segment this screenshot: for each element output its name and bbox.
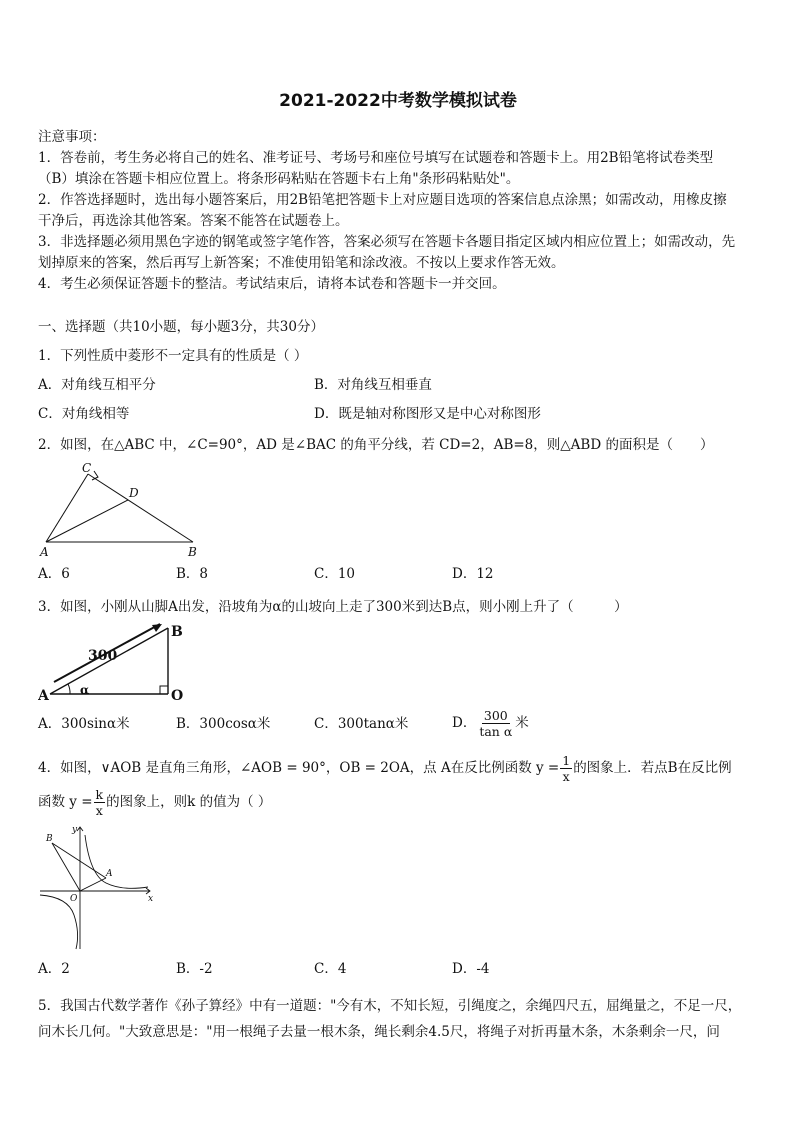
slope-figure [38, 622, 198, 702]
label-x: x [148, 894, 154, 904]
right-angle-mark [160, 686, 168, 694]
option-d [452, 708, 592, 739]
label-a: A [38, 688, 49, 702]
notes-block [38, 127, 758, 295]
label-o: O [171, 688, 184, 702]
options [38, 564, 758, 584]
segment-ad [46, 500, 128, 542]
stem-text: 函数 y = [38, 794, 93, 810]
fraction-denominator: x [562, 769, 570, 784]
notes-line: 干净后，再选涂其他答案。答案不能答在试题卷上。 [38, 213, 349, 229]
label-300: 300 [88, 648, 118, 664]
label-b: B [171, 624, 183, 640]
notes-line: 1．答卷前，考生务必将自己的姓名、准考证号、考场号和座位号填写在试题卷和答题卡上。用2B铅笔将试卷类型 [38, 150, 714, 166]
option-d: D．既是轴对称图形又是中心对称图形 [314, 406, 541, 422]
question-stem: 2．如图，在△ABC 中，∠C=90°，AD 是∠BAC 的角平分线，若 CD=2，AB=8，则△ABD 的面积是（ ） [38, 437, 714, 453]
fraction-numerator: 1 [562, 753, 571, 768]
segment-ob [52, 843, 80, 891]
label-a: A [106, 869, 113, 879]
question-stem: 1．下列性质中菱形不一定具有的性质是（ ） [38, 348, 308, 364]
stem-text: 的图象上，则k 的值为（ ） [106, 794, 272, 810]
label-alpha: α [80, 683, 90, 697]
question-2 [38, 434, 758, 584]
option-b: B．-2 [176, 961, 213, 977]
fraction-denominator: tan α [479, 724, 513, 739]
fraction [477, 708, 514, 739]
notes-line: 4．考生必须保证答题卡的整洁。考试结束后，请将本试卷和答题卡一并交回。 [38, 276, 506, 292]
notes-heading: 注意事项： [38, 129, 106, 145]
question-stem-line-1 [38, 751, 758, 785]
fraction [560, 753, 572, 784]
question-stem-line-2 [38, 785, 758, 819]
fraction-numerator: 300 [483, 708, 508, 723]
segment-ab [52, 843, 106, 878]
question-1 [38, 345, 758, 424]
angle-arc [68, 684, 70, 694]
notes-line: 划掉原来的答案，然后再写上新答案；不准使用铅笔和涂改液。不按以上要求作答无效。 [38, 255, 565, 271]
option-a: A．2 [38, 961, 70, 977]
option-b: B．对角线互相垂直 [314, 377, 432, 393]
label-a: A [40, 545, 49, 558]
options [38, 708, 758, 739]
notes-line: 2．作答选择题时，选出每小题答案后，用2B铅笔把答题卡上对应题目选项的答案信息点涂黑；如需改动，用橡皮擦 [38, 192, 727, 208]
question-stem-line: 问木长几何。"大致意思是："用一根绳子去量一根木条，绳长剩余4.5尺，将绳子对折再量木条，木条剩余一尺，问 [38, 1024, 720, 1040]
option-a: A．对角线互相平分 [38, 377, 156, 393]
segment-oa [80, 878, 106, 891]
label-b: B [46, 834, 53, 844]
hyperbola-figure [38, 823, 158, 953]
label-c: C [82, 461, 92, 475]
question-stem: 3．如图，小刚从山脚A出发，沿坡角为α的山坡向上走了300米到达B点，则小刚上升了（ ） [38, 599, 628, 615]
option-c: C．4 [314, 961, 347, 977]
option-d: D．-4 [452, 961, 490, 977]
question-5 [38, 993, 758, 1045]
option-b: B．300cosα米 [176, 715, 271, 732]
option-d-label: D． [452, 715, 477, 731]
label-d: D [129, 486, 139, 500]
option-c: C．300tanα米 [314, 715, 409, 732]
page-title: 2021-2022中考数学模拟试卷 [279, 91, 517, 111]
fraction-denominator: x [95, 803, 103, 818]
label-y: y [72, 825, 78, 835]
option-c: C．对角线相等 [38, 406, 130, 422]
option-d-unit: 米 [515, 715, 529, 731]
fraction-numerator: k [95, 787, 104, 802]
option-c: C．10 [314, 566, 356, 582]
notes-line: 3．非选择题必须用黑色字迹的钢笔或签字笔作答，答案必须写在答题卡各题目指定区域内相应位置上；如需改动，先 [38, 234, 736, 250]
fraction [94, 787, 106, 818]
question-3 [38, 596, 758, 739]
options [38, 375, 758, 424]
exam-page [38, 86, 758, 1045]
right-angle-mark [92, 471, 98, 480]
section-heading: 一、选择题（共10小题，每小题3分，共30分） [38, 319, 324, 335]
notes-line: （B）填涂在答题卡相应位置上。将条形码粘贴在答题卡右上角"条形码粘贴处"。 [38, 171, 520, 187]
hyperbola-branch-1 [85, 835, 148, 888]
stem-text: 4．如图，∨AOB 是直角三角形，∠AOB = 90°，OB = 2OA，点 A在反比例函数 y = [38, 760, 560, 776]
options [38, 959, 758, 979]
triangle-abc-figure [38, 460, 208, 558]
label-o: O [70, 894, 78, 904]
question-4 [38, 751, 758, 979]
option-a: A．300sinα米 [38, 715, 130, 732]
option-d: D．12 [452, 566, 494, 582]
label-b: B [188, 545, 197, 558]
option-b: B．8 [176, 566, 209, 582]
side-cb [88, 474, 193, 542]
question-stem-line: 5．我国古代数学著作《孙子算经》中有一道题："今有木，不知长短，引绳度之，余绳四尺五，屈绳量之，不足一尺， [38, 998, 742, 1014]
stem-text: 的图象上．若点B在反比例 [573, 760, 732, 776]
option-a: A．6 [38, 566, 70, 582]
